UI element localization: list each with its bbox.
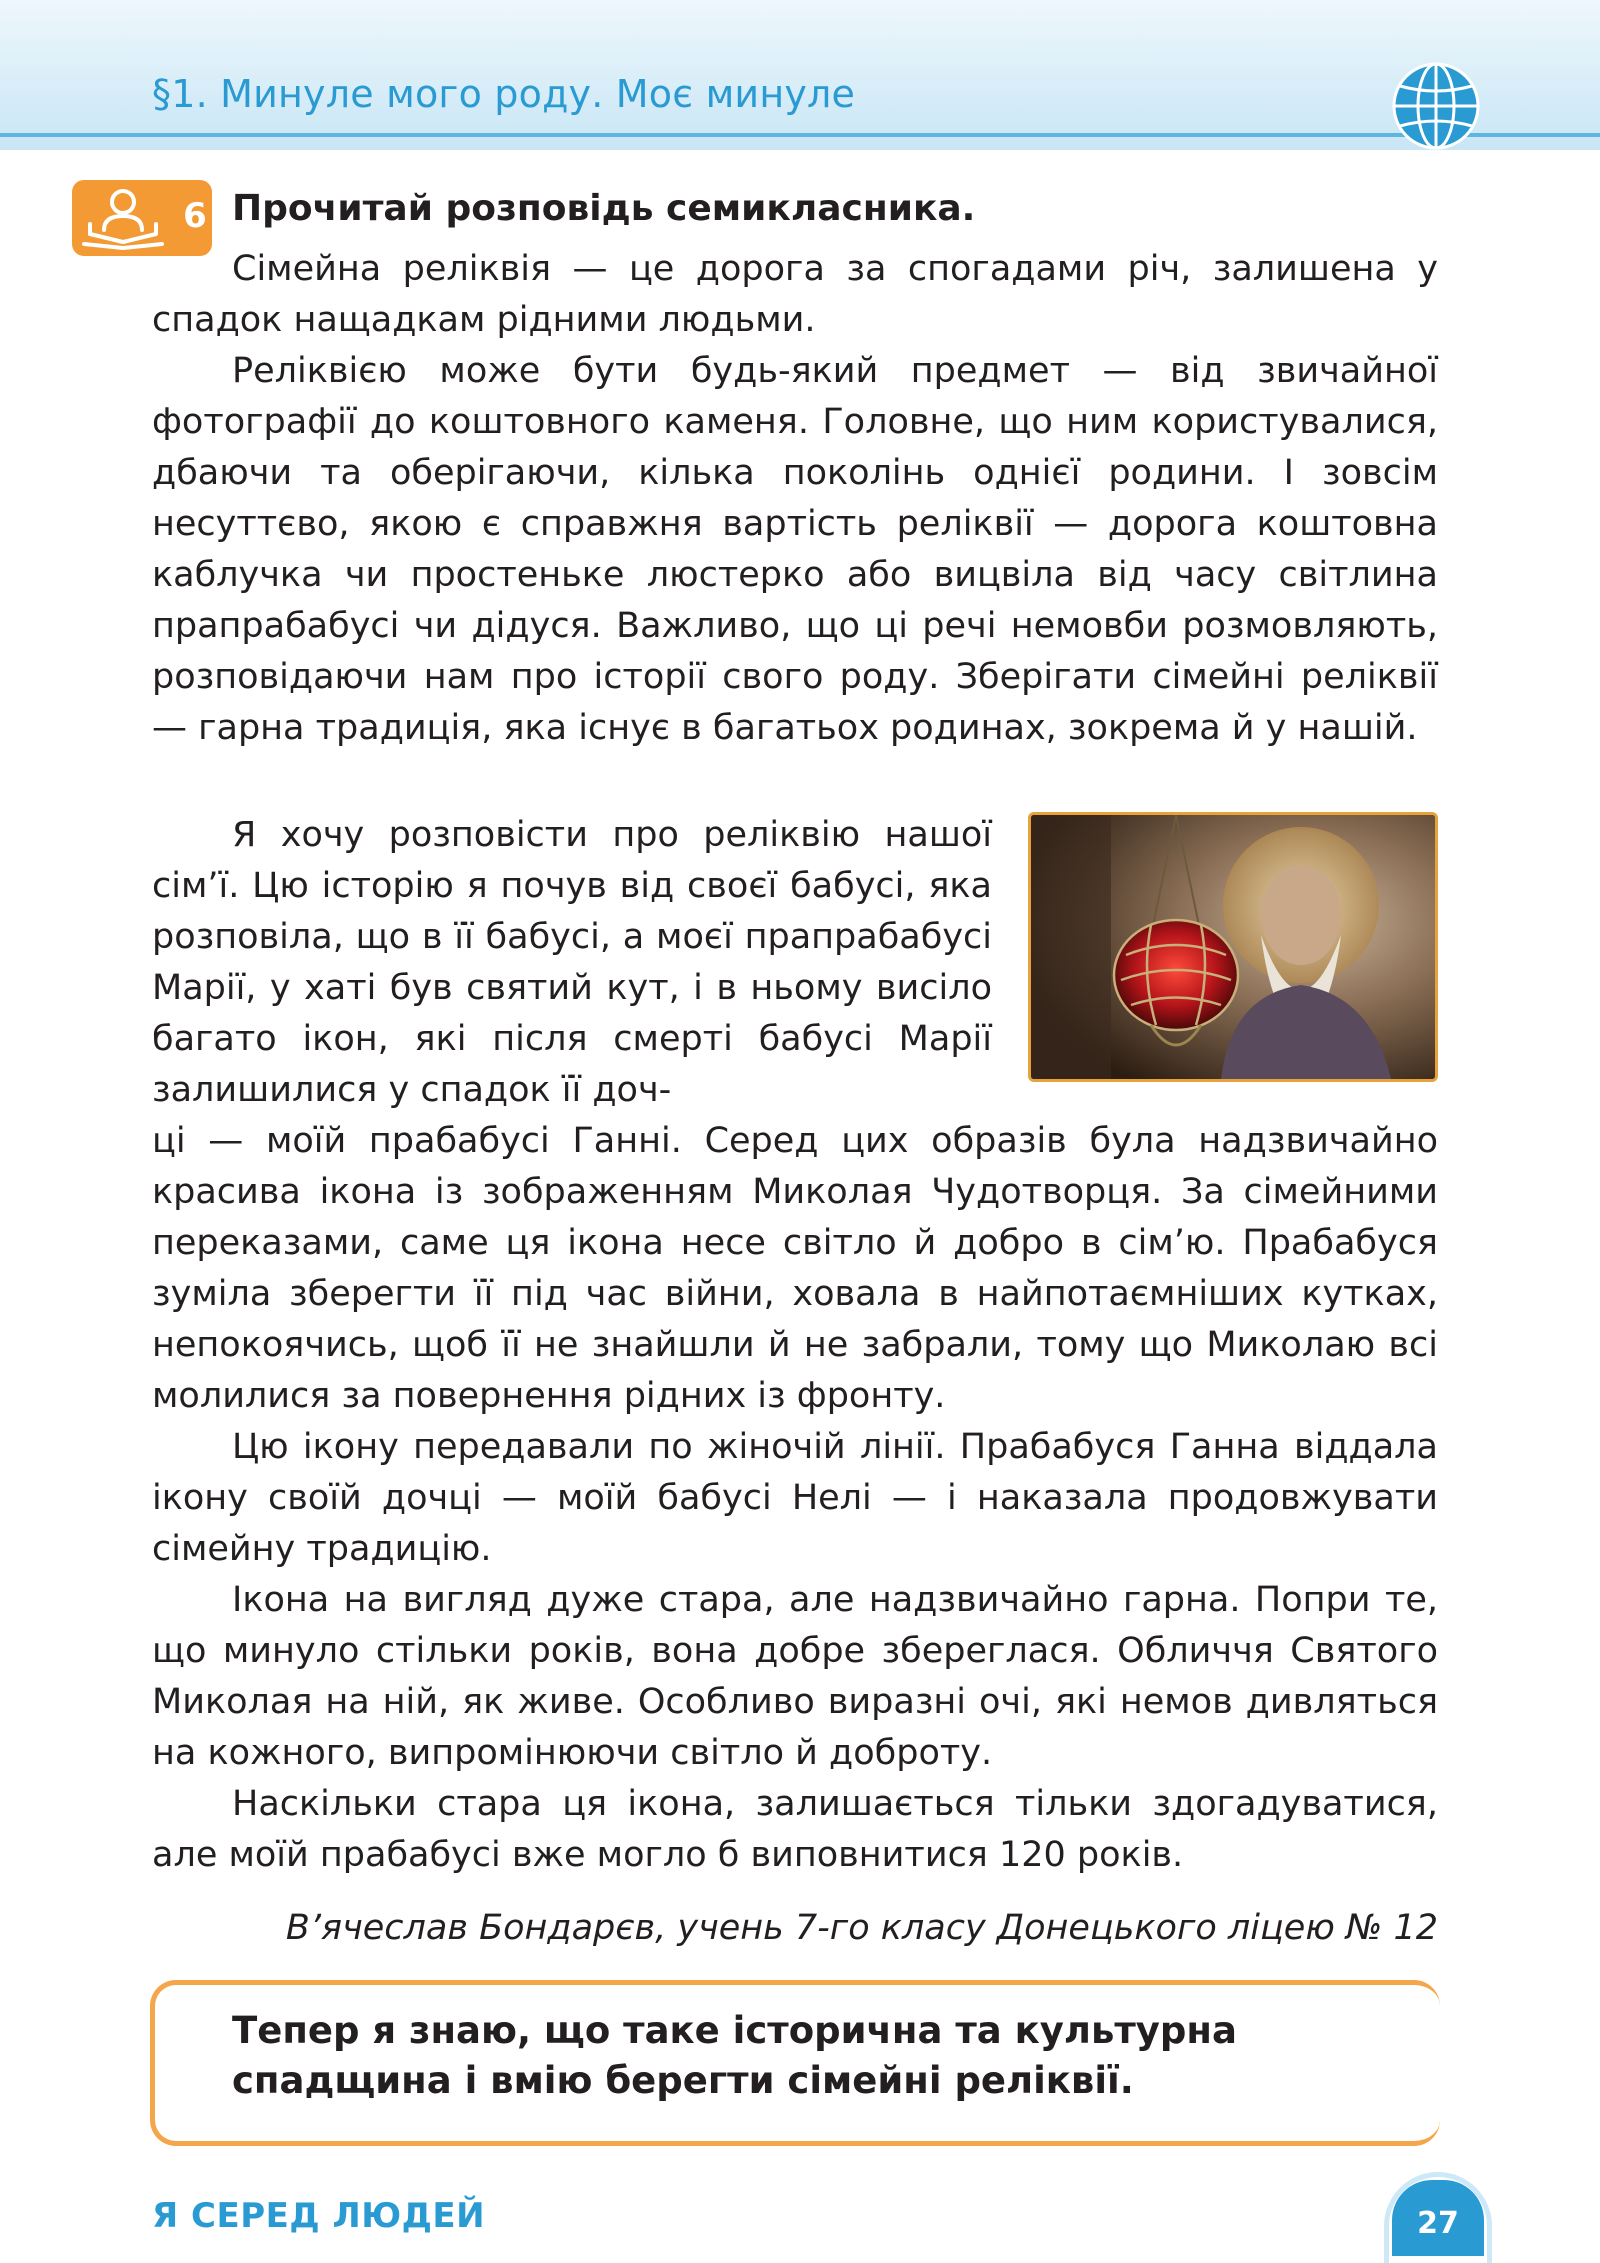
paragraph: Я хочу розповісти про реліквію нашої сім’ї. Цю історію я почув від своєї бабусі, яка розповіла, що в її бабусі, а моєї прапрабабусі Марії, у хаті був святий кут, і в ньому висіло багато ікон, які після смерті бабусі Марії залишилися у спадок її доч- (152, 815, 992, 1110)
icon-photo (1028, 812, 1438, 1082)
text-block-main (152, 1116, 1438, 1881)
paragraph: Наскільки стара ця ікона, залишається тільки здогадуватися, але моїй прабабусі вже могло б виповнитися 120 років. (152, 1784, 1438, 1875)
footer-section-label: Я СЕРЕД ЛЮДЕЙ (152, 2196, 486, 2236)
paragraph: Ікона на вигляд дуже стара, але надзвичайно гарна. Попри те, що минуло стільки років, вона добре збереглася. Обличчя Святого Миколая на ній, як живе. Особливо виразні очі, які немов дивляться на кожного, випромінюючи світло й доброту. (152, 1580, 1438, 1773)
page-number: 27 (1392, 2180, 1484, 2256)
reader-icon (78, 186, 168, 250)
text-block-intro (152, 244, 1438, 754)
section-title: §1. Минуле мого роду. Моє минуле (152, 72, 856, 116)
globe-icon (1390, 60, 1482, 152)
paragraph: Сімейна реліквія — це дорога за спогадами річ, залишена у спадок нащадкам рідними людьми. (152, 249, 1438, 340)
header-divider (0, 133, 1600, 137)
icon-lamp-image (1031, 815, 1435, 1079)
task-number: 6 (183, 196, 207, 236)
author-signature: В’ячеслав Бондарєв, учень 7-го класу Донецького ліцею № 12 (285, 1908, 1438, 1948)
task-heading: Прочитай розповідь семикласника. (232, 188, 976, 229)
paragraph: Реліквією може бути будь-який предмет — від звичайної фотографії до коштовного каменя. Головне, що ним користувалися, дбаючи та оберігаючи, кілька поколінь однієї родини. І зовсім несуттєво, якою є справжня вартість реліквії — дорога коштовна каблучка чи простеньке люстерко або вицвіла від часу світлина прапрабабусі чи дідуся. Важливо, що ці речі немовби розмовляють, розповідаючи нам про історії свого роду. Зберігати сімейні реліквії — гарна традиція, яка існує в багатьох родинах, зокрема й у нашій. (152, 351, 1438, 748)
paragraph: Цю ікону передавали по жіночій лінії. Прабабуся Ганна віддала ікону своїй дочці — моїй бабусі Нелі — і наказала продовжувати сімейну традицію. (152, 1427, 1438, 1569)
summary-text: Тепер я знаю, що таке історична та культурна спадщина і вмію берегти сімейні реліквії. (232, 2009, 1237, 2102)
text-block-beside-photo (152, 810, 992, 1116)
paragraph: ці — моїй прабабусі Ганні. Серед цих образів була надзвичайно красива ікона із зображенням Миколая Чудотворця. За сімейними переказами, саме ця ікона несе світло й добро в сім’ю. Прабабуся зуміла зберегти її під час війни, ховала в найпотаємніших кутках, непокоячись, щоб її не знайшли й не забрали, тому що Миколаю всі молилися за повернення рідних із фронту. (152, 1121, 1438, 1416)
